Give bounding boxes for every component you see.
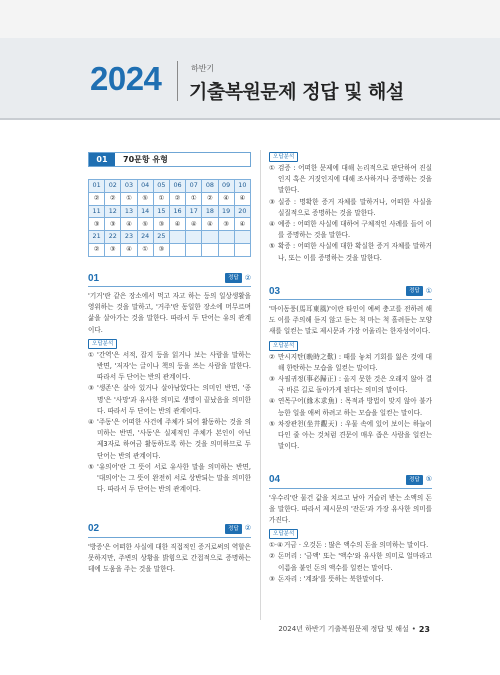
question-rule: [88, 286, 251, 287]
wrong-answer-list: [88, 350, 251, 496]
answer-tag: 정답: [406, 286, 423, 296]
item-bullet: ⑤: [269, 242, 275, 251]
list-item: [269, 574, 432, 585]
answer-cell: ①: [137, 243, 153, 256]
answer-cell: [202, 243, 218, 256]
question-number-cell: 18: [202, 205, 218, 218]
answer-cell: ①: [121, 192, 137, 205]
answer-cell: ④: [234, 218, 250, 231]
section-header: [88, 152, 251, 167]
header-underline: [0, 118, 500, 120]
list-item: [269, 396, 432, 418]
section-title: 70문항 유형: [123, 154, 168, 164]
item-text: '간역'은 서적, 잡지 등을 읽거나 보는 사람을 말하는 반면, '저자'는 글이나 책의 등을 쓰는 사람을 말한다. 따라서 두 단어는 반의 관계이다.: [97, 350, 251, 382]
list-item: [269, 551, 432, 573]
item-bullet: ①·④: [269, 541, 283, 550]
question-01: [88, 273, 251, 496]
answer-cell: ③: [153, 218, 169, 231]
list-item: [269, 163, 432, 197]
answer-cell: ④: [202, 218, 218, 231]
question-rule: [269, 488, 432, 489]
item-bullet: ②: [269, 352, 275, 361]
question-number-cell: [186, 231, 202, 244]
wrong-answer-tag: 오답분석: [269, 529, 298, 539]
question-number-cell: [234, 231, 250, 244]
list-item: [88, 383, 251, 417]
item-bullet: ①: [88, 350, 94, 359]
right-column: [269, 150, 432, 585]
answer-cell: ②: [89, 243, 105, 256]
item-text: '생존'은 살아 있거나 살아남았다는 의미인 반면, '종명'은 '사망'과 유사한 의미로 생명이 끝났음을 의미한다. 따라서 두 단어는 반의 관계이다.: [97, 384, 251, 415]
item-bullet: ⑤: [88, 462, 94, 471]
item-text: 연목구어(緣木求魚) : 목적과 방법이 맞지 않아 불가능한 일을 애써 하려고 하는 모습을 일컫는 말이다.: [278, 397, 432, 417]
explanation-text: '우수리'란 물건 값을 치르고 남아 거슬러 받는 소액의 돈을 말한다. 따라서 제시문의 '잔돈'과 가장 유사한 의미를 가진다.: [269, 493, 432, 525]
item-bullet: ③: [88, 384, 94, 393]
wrong-answer-list: [269, 163, 432, 264]
answer-indicator: [406, 286, 432, 297]
explanation-text: '방증'은 어떠한 사실에 대한 직접적인 증거로써의 역할은 못하지만, 주변의 상황을 밝힘으로 간접적으로 증명하는 데에 도움을 주는 것을 말한다.: [88, 542, 251, 574]
question-number-cell: 06: [169, 180, 185, 193]
question-number-cell: 21: [89, 231, 105, 244]
item-bullet: ①: [269, 164, 275, 172]
answer-cell: ①: [186, 192, 202, 205]
question-number-cell: 07: [186, 180, 202, 193]
question-number-cell: 15: [153, 205, 169, 218]
item-text: 예증 : 어떠한 사실에 대하여 구체적인 사례를 들어 이를 증명하는 것을 말한다.: [278, 220, 432, 240]
list-item: [269, 219, 432, 241]
column-divider: [260, 150, 261, 620]
wrong-answer-list: [269, 352, 432, 453]
question-number-cell: 19: [218, 205, 234, 218]
answer-cell: ①: [153, 192, 169, 205]
item-text: 사필귀정(事必歸正) : 올지 못한 것은 오래지 않아 결국 바른 길로 돌아가게 된다는 의미의 말이다.: [278, 375, 432, 395]
list-item: [269, 352, 432, 374]
item-bullet: ④: [269, 220, 275, 229]
list-item: [269, 540, 432, 551]
question-number-cell: 12: [105, 205, 121, 218]
item-text: '주동'은 어떠한 사건에 주체가 되어 활동하는 것을 의미하는 반면, '사동'은 실제적인 주체가 본인이 아닌 제3자로 하여금 활동하도록 하는 것을 의미하므로 두 단어는 반의 관계이다.: [97, 418, 251, 460]
answer-value-row: [89, 243, 251, 256]
question-number: 04: [269, 474, 281, 486]
question-number-cell: 14: [137, 205, 153, 218]
item-text: 돈머리 : '금액' 또는 '액수'와 유사한 의미로 얼마라고 이름을 붙인 돈의 액수를 일컫는 말이다.: [278, 552, 432, 572]
footer-text: 2024년 하반기 기출복원문제 정답 및 해설: [278, 625, 409, 633]
answer-cell: ③: [105, 243, 121, 256]
wrong-answer-list: [269, 540, 432, 585]
question-number-cell: 13: [121, 205, 137, 218]
question-number-cell: 03: [121, 180, 137, 193]
question-number-cell: 23: [121, 231, 137, 244]
answer-cell: ③: [105, 218, 121, 231]
answer-value: ⑤: [425, 475, 432, 484]
answer-indicator: [225, 523, 251, 534]
answer-cell: ④: [234, 192, 250, 205]
question-number-cell: 04: [137, 180, 153, 193]
wrong-answer-tag: 오답분석: [269, 152, 298, 162]
item-text: 만시지탄(晩時之歎) : 때를 놓쳐 기회를 잃은 것에 대해 한탄하는 모습을 일컫는 말이다.: [278, 352, 432, 372]
answer-number-row: [89, 205, 251, 218]
answer-indicator: [225, 273, 251, 284]
answer-tag: 정답: [406, 475, 423, 485]
question-number-cell: 09: [218, 180, 234, 193]
answer-cell: ④: [186, 218, 202, 231]
item-text: 차장관천(坐井觀天) : 우물 속에 있어 보이는 하늘이 다인 줄 아는 것처럼 견문이 매우 좁은 사람을 일컫는 말이다.: [278, 419, 432, 451]
header-half: 하반기: [191, 64, 215, 73]
answer-cell: ④: [218, 192, 234, 205]
item-bullet: ③: [269, 574, 275, 583]
answer-cell: ②: [202, 192, 218, 205]
answer-indicator: [406, 474, 432, 485]
answer-value: ②: [244, 524, 251, 533]
footer-separator: •: [411, 625, 416, 633]
question-number: 01: [88, 272, 100, 284]
answer-number-row: [89, 231, 251, 244]
item-bullet: ⑤: [269, 419, 275, 428]
wrong-answer-tag: 오답분석: [269, 341, 298, 351]
question-number-cell: 22: [105, 231, 121, 244]
question-number-cell: 10: [234, 180, 250, 193]
list-item: [269, 241, 432, 263]
answer-tag: 정답: [225, 524, 242, 534]
explanation-text: '기거'란 같은 장소에서 먹고 자고 하는 등의 일상생활을 영위하는 것을 말하고, '거주'란 동일한 장소에 머무르며 삶을 살아가는 것을 말한다. 따라서 두 단어는 유의 관계이다.: [88, 291, 251, 334]
question-number-cell: 11: [89, 205, 105, 218]
answer-value: ②: [244, 273, 251, 282]
question-number-cell: 16: [169, 205, 185, 218]
question-04: [269, 474, 432, 585]
answer-value-row: [89, 192, 251, 205]
wrong-answer-tag: 오답분석: [88, 339, 117, 349]
list-item: [88, 417, 251, 462]
question-number-cell: [202, 231, 218, 244]
page-number: 23: [418, 624, 430, 634]
answer-cell: [169, 243, 185, 256]
item-bullet: ③: [269, 375, 275, 384]
question-number: 02: [88, 523, 100, 535]
list-item: [269, 197, 432, 219]
question-02: [88, 523, 251, 575]
list-item: [269, 374, 432, 396]
header-year: 2024: [90, 60, 162, 97]
answer-table: [88, 179, 251, 257]
item-text: 돈자리 : '계좌'를 뜻하는 북한말이다.: [278, 574, 384, 583]
answer-cell: ④: [121, 218, 137, 231]
answer-cell: ⑤: [137, 218, 153, 231]
item-text: 실증 : 명확한 증거 자체를 말하거나, 어떠한 사실을 실질적으로 증명하는 것을 말한다.: [278, 197, 432, 217]
question-number-cell: [169, 231, 185, 244]
answer-cell: ③: [153, 243, 169, 256]
item-text: 확증 : 어떠한 사실에 대한 확실한 증거 자체를 말하거나, 또는 이를 증명하는 것을 말한다.: [278, 242, 432, 262]
question-number-cell: 20: [234, 205, 250, 218]
question-number-cell: 05: [153, 180, 169, 193]
question-rule: [269, 299, 432, 300]
page-footer: [278, 624, 430, 634]
item-bullet: ④: [88, 418, 94, 427]
question-number-cell: [218, 231, 234, 244]
header-divider: [177, 61, 178, 101]
question-03: [269, 286, 432, 453]
answer-cell: ②: [169, 192, 185, 205]
list-item: [88, 462, 251, 496]
answer-cell: ②: [105, 192, 121, 205]
section-number: 01: [89, 153, 115, 166]
question-number-cell: 24: [137, 231, 153, 244]
answer-tag: 정답: [225, 273, 242, 283]
answer-value: ①: [425, 286, 432, 295]
answer-cell: ②: [89, 192, 105, 205]
page-title: 기출복원문제 정답 및 해설: [189, 81, 404, 103]
answer-cell: [186, 243, 202, 256]
item-bullet: ④: [269, 397, 275, 406]
answer-cell: [218, 243, 234, 256]
question-number-cell: 17: [186, 205, 202, 218]
item-text: 거금 · 오것돈 : 많은 액수의 돈을 의미하는 말이다.: [284, 541, 429, 550]
answer-cell: ④: [169, 218, 185, 231]
question-number-cell: 01: [89, 180, 105, 193]
answer-value-row: [89, 218, 251, 231]
answer-cell: [234, 243, 250, 256]
explanation-text: '마이동풍(馬耳東風)'이란 타인이 예써 충고를 전하려 해도 이를 주의해 듣지 않고 듣는 척 마는 척 흘려듣는 모양새를 일컫는 말로 제시문과 가장 어울리는 한자성어이다.: [269, 305, 432, 336]
item-text: '유의어'란 그 뜻이 서로 유사한 말을 의미하는 반면, '대의어'는 그 뜻이 완전히 서로 상반되는 말을 의미한다. 따라서 두 단어는 반의 관계이다.: [97, 462, 251, 494]
top-band: [0, 0, 500, 38]
item-text: 검증 : 어떠한 문제에 대해 논리적으로 판단하여 진실인지 혹은 거짓인지에 대해 조사하거나 증명하는 것을 말한다.: [278, 164, 432, 195]
list-item: [88, 350, 251, 384]
question-number-cell: 25: [153, 231, 169, 244]
question-number: 03: [269, 285, 281, 297]
answer-cell: ③: [218, 218, 234, 231]
item-bullet: ③: [269, 197, 275, 206]
left-column: [88, 150, 251, 575]
answer-cell: ④: [121, 243, 137, 256]
question-number-cell: 02: [105, 180, 121, 193]
list-item: [269, 419, 432, 453]
answer-cell: ⑤: [137, 192, 153, 205]
item-bullet: ②: [269, 552, 275, 561]
question-rule: [88, 537, 251, 538]
answer-cell: ③: [89, 218, 105, 231]
question-number-cell: 08: [202, 180, 218, 193]
answer-number-row: [89, 180, 251, 193]
